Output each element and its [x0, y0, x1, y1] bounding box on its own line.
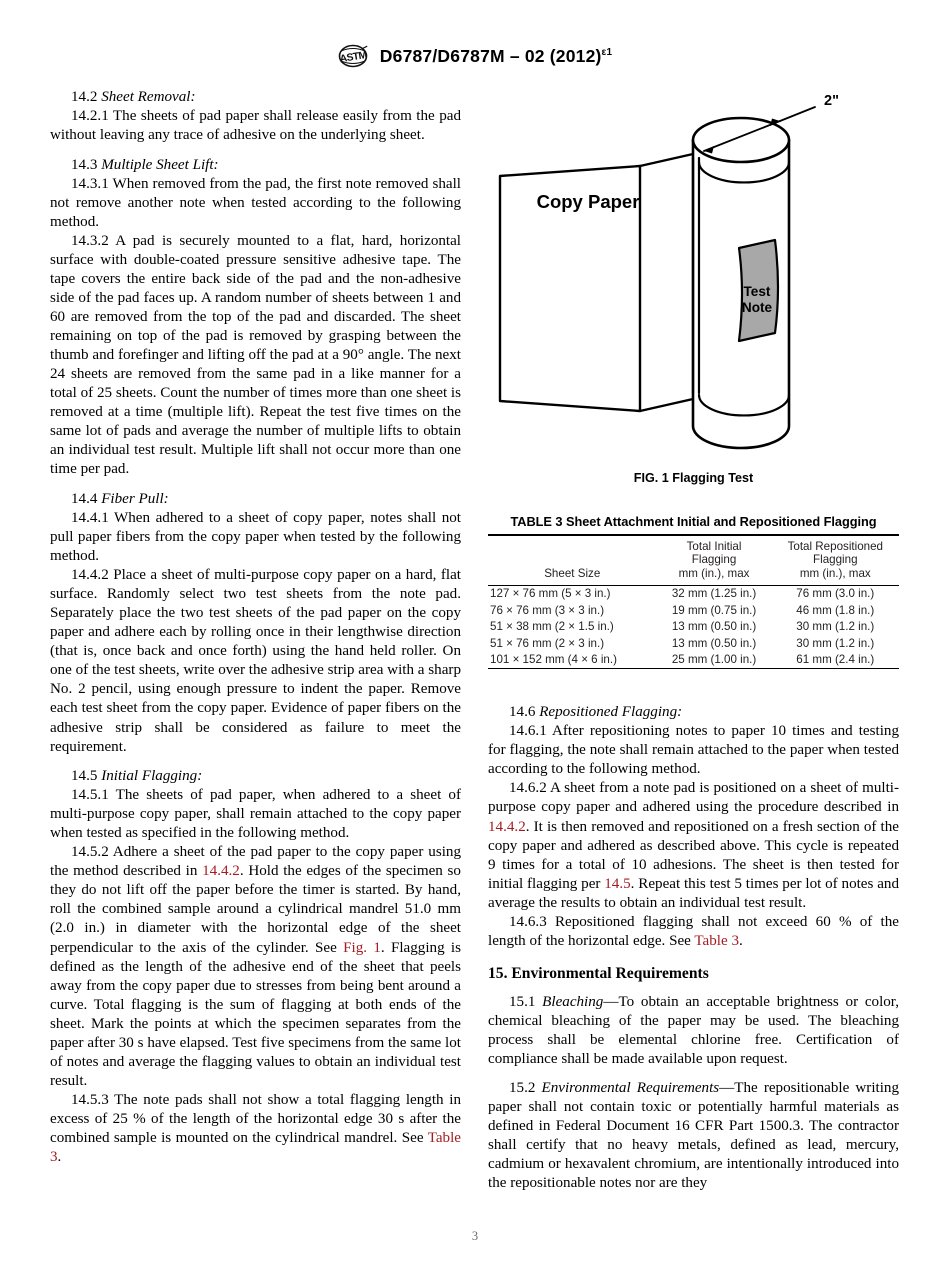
test-note-label-line2: Note	[741, 300, 773, 315]
left-column	[50, 88, 461, 1167]
paragraph-15-1	[488, 993, 899, 1069]
paragraph-14-5-3	[50, 1091, 461, 1167]
clause-title: Sheet Removal:	[101, 89, 196, 105]
page-number: 3	[471, 1229, 479, 1243]
clause-number: 14.5	[71, 768, 98, 785]
cross-reference-link[interactable]: 14.4.2	[488, 818, 526, 835]
table-row	[488, 619, 899, 635]
paper-bottom-flag-edge	[640, 399, 693, 411]
table-3-head	[488, 535, 899, 586]
paragraph-14-3-1: 14.3.1 When removed from the pad, the first note removed shall not remove another note when tested according to the following method.	[50, 175, 461, 230]
clause-title: Fiber Pull:	[101, 490, 169, 507]
table-row	[488, 603, 899, 619]
clause-title: Repositioned Flagging:	[539, 704, 683, 721]
cell-repositioned-flagging: 30 mm (1.2 in.)	[796, 620, 875, 634]
clause-number: 14.2	[71, 89, 98, 105]
section-heading-15: 15. Environmental Requirements	[488, 964, 709, 982]
emphasis-text: Environmental Requirements	[541, 1080, 720, 1097]
figure-caption: FIG. 1 Flagging Test	[633, 470, 754, 485]
paragraph-14-5-1: 14.5.1 The sheets of pad paper, when adhered to a sheet of multi-purpose copy paper, shall remain attached to the copy paper when tested as specified in the following method.	[50, 787, 461, 842]
paragraph-14-4-2: 14.4.2 Place a sheet of multi-purpose copy paper on a hard, flat surface. Randomly select two test sheets from the note pad. Separately place the two test sheets of the pad paper on the copy paper and adhere each by rolling once in their lengthwise direction (that is, once back and once forth) using the hand held roller. On one of the test sheets, write over the adhesive strip area with a sharp No. 2 pencil, using enough pressure to indent the paper. Remove each test sheet from the copy paper. Evidence of paper fibers on the adhesive strip shall be considered as failure to meet the requirement.	[50, 567, 461, 755]
paragraph-14-5-2	[50, 843, 461, 1091]
paragraph-14-6-1: 14.6.1 After repositioning notes to paper 10 times and testing for flagging, the note shall remain attached to the paper when tested according to the following method.	[488, 723, 899, 778]
heading-14-2	[50, 88, 461, 107]
cell-initial-flagging: 25 mm (1.00 in.)	[671, 652, 757, 666]
text-run: . Hold the edges of the specimen so they do not lift off the paper before the timer is started. By hand, roll the combined sample around a cylindrical mandrel 51.0 mm (2.0 in.) in diameter with the horizontal edge of the sheet perpendicular to the axis of the cylinder. See	[50, 863, 461, 956]
text-run: . Repeat this test 5 times per lot of notes and average the results to obtain an individual test result.	[488, 875, 899, 911]
heading-14-3	[50, 156, 461, 175]
standard-epsilon-suffix: ε1	[601, 47, 613, 59]
diameter-label: 2"	[824, 93, 839, 109]
text-run: . Flagging is defined as the length of the adhesive end of the sheet that peels away from the copy paper due to stresses from being bent around a curve. Total flagging is the sum of flagging at both ends of the sheet. Mark the points at which the specimen separates from the paper after 30 s have elapsed. Test five specimens from the same lot of notes and average the flagging values to obtain an individual test result.	[50, 939, 461, 1089]
cross-reference-link[interactable]: 14.4.2	[202, 863, 240, 880]
heading-14-6	[488, 703, 899, 722]
cross-reference-link[interactable]: Fig. 1	[343, 939, 381, 956]
col-header-total-repositioned-flagging: Total Repositioned Flagging mm (in.), max	[787, 540, 883, 580]
clause-number: 14.3	[71, 156, 98, 173]
cell-repositioned-flagging: 30 mm (1.2 in.)	[796, 636, 875, 650]
right-column	[488, 88, 899, 1193]
paragraph-14-6-2	[488, 779, 899, 912]
diameter-leader-line	[780, 107, 815, 121]
text-run: 15.2	[509, 1080, 542, 1097]
copy-paper-label: Copy Paper	[536, 191, 640, 212]
clause-number: 14.6	[509, 704, 536, 721]
text-run: 14.5.2 Adhere a sheet of the pad paper to the copy paper using the method described in	[50, 844, 461, 880]
col-header-sheet-size: Sheet Size	[544, 566, 601, 580]
figure-1	[488, 88, 899, 488]
clause-title: Multiple Sheet Lift:	[101, 156, 219, 173]
text-run: 14.6.2 A sheet from a note pad is positioned on a sheet of multi-purpose copy paper and adhered using the procedure described in	[488, 780, 899, 816]
table-3-body	[488, 586, 899, 669]
text-run: .	[57, 1149, 62, 1166]
text-run: —To obtain an acceptable brightness or color, chemical bleaching of the paper may be used. The bleaching process shall be elemental chlorine free. Certification of compliance shall be made available upon request.	[488, 993, 900, 1068]
cell-repositioned-flagging: 76 mm (3.0 in.)	[796, 587, 875, 601]
cross-reference-link[interactable]: 14.5	[604, 875, 631, 892]
paragraph-14-3-2: 14.3.2 A pad is securely mounted to a flat, hard, horizontal surface with double-coated pressure sensitive adhesive tape. The tape covers the entire back side of the pad and the non-adhesive side of the pad faces up. A random number of sheets between 1 and 60 are removed from the top of the pad and discarded. The sheet remaining on top of the pad is removed by grasping between the thumb and forefinger and lifting off the pad at a 90° angle. The next 24 sheets are removed from the same pad in a like manner for a total of 25 sheets. Count the number of times more than one sheet is removed at a time (multiple lift). Repeat the test five times on the same lot of pads and average the number of multiple lifts to obtain an individual test result. Multiple lift shall not occur more than one time per pad.	[50, 232, 461, 478]
cell-sheet-size: 51 × 76 mm (2 × 3 in.)	[490, 636, 605, 650]
paragraph-15-2	[488, 1079, 899, 1193]
table-header-row	[488, 535, 899, 586]
paragraph-14-2-1: 14.2.1 The sheets of pad paper shall release easily from the pad without leaving any trace of adhesive on the underlying sheet.	[50, 108, 461, 144]
cell-sheet-size: 76 × 76 mm (3 × 3 in.)	[490, 603, 605, 617]
table-row	[488, 652, 899, 669]
text-run: .	[739, 932, 743, 949]
table-3-block	[488, 512, 899, 669]
paper-top-flag-edge	[640, 154, 693, 166]
table-row	[488, 586, 899, 603]
clause-title: Initial Flagging:	[101, 768, 203, 785]
cylinder-top-ellipse	[693, 118, 789, 162]
heading-14-4	[50, 490, 461, 509]
cell-sheet-size: 127 × 76 mm (5 × 3 in.)	[490, 587, 611, 601]
right-column-text	[488, 703, 899, 1193]
cell-repositioned-flagging: 61 mm (2.4 in.)	[796, 652, 875, 666]
text-run: —The repositionable writing paper shall not contain toxic or potentially harmful materials as defined in Federal Document 16 CFR Part 1500.3. The contractor shall certify that no heavy metals, defined as lead, mercury, cadmium or hexavalent chromium, are intentionally introduced into the repositionable notes nor are they	[488, 1080, 900, 1192]
cell-sheet-size: 101 × 152 mm (4 × 6 in.)	[490, 652, 617, 666]
heading-14-5	[50, 767, 461, 786]
clause-number: 14.4	[71, 490, 98, 507]
cross-reference-link[interactable]: Table 3	[50, 1129, 461, 1166]
standard-designation: D6787/D6787M – 02 (2012)	[379, 46, 602, 66]
flagging-test-diagram	[488, 88, 899, 468]
text-run: . It is then removed and repositioned on a fresh section of the copy paper and adhered as described above. This cycle is repeated 9 times for a total of 10 adhesions. The sheet is then tested for initial flagging per	[488, 818, 899, 892]
cell-initial-flagging: 13 mm (0.50 in.)	[671, 636, 757, 650]
col-header-total-initial-flagging: Total Initial Flagging mm (in.), max	[678, 540, 750, 580]
text-run: 15.1	[509, 993, 543, 1010]
text-run: 14.5.3 The note pads shall not show a total flagging length in excess of 25 % of the length of the horizontal edge 30 s after the combined sample is mounted on the cylindrical mandrel. See	[50, 1091, 461, 1146]
cross-reference-link[interactable]: Table 3	[694, 932, 739, 949]
cell-sheet-size: 51 × 38 mm (2 × 1.5 in.)	[490, 620, 614, 634]
paragraph-14-4-1: 14.4.1 When adhered to a sheet of copy paper, notes shall not pull paper fibers from the copy paper when tested by the following method.	[50, 509, 461, 565]
table-3	[488, 534, 899, 669]
cell-initial-flagging: 32 mm (1.25 in.)	[671, 587, 757, 601]
text-run: 14.6.3 Repositioned flagging shall not exceed 60 % of the length of the horizontal edge. See	[488, 913, 899, 949]
emphasis-text: Bleaching	[542, 993, 604, 1010]
astm-logo-icon	[338, 44, 368, 73]
cell-repositioned-flagging: 46 mm (1.8 in.)	[796, 603, 875, 617]
cell-initial-flagging: 13 mm (0.50 in.)	[671, 620, 757, 634]
table-row	[488, 635, 899, 651]
paragraph-14-6-3	[488, 913, 899, 951]
table-3-title: TABLE 3 Sheet Attachment Initial and Repositioned Flagging	[510, 514, 877, 529]
svg-text:ASTM: ASTM	[338, 50, 368, 66]
test-note-label-line1: Test	[743, 284, 771, 299]
cell-initial-flagging: 19 mm (0.75 in.)	[671, 603, 757, 617]
running-head	[0, 44, 950, 73]
